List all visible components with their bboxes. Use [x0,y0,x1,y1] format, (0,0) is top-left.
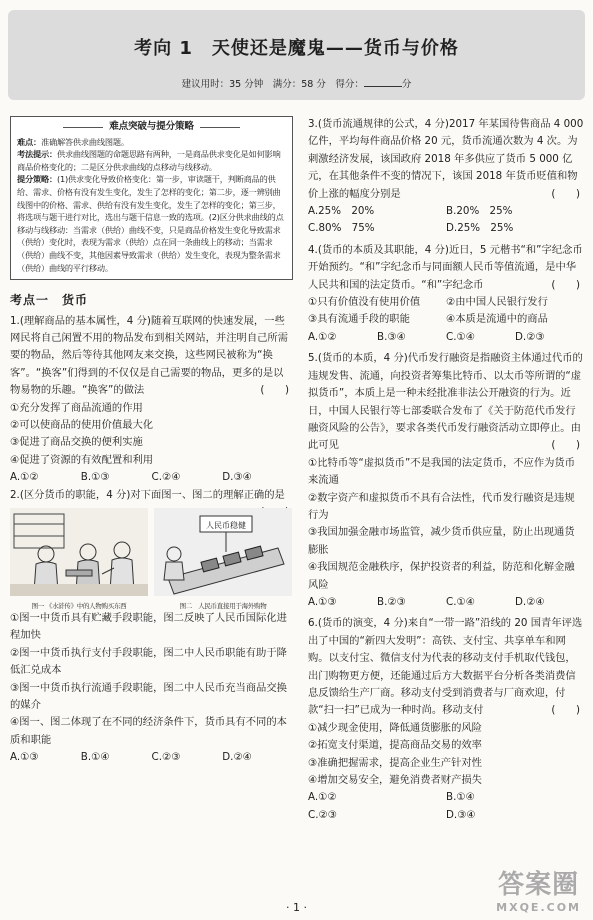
q5-option-3: ③我国加强金融市场监管，减少货币供应量，防止出现通货膨胀 [308,526,575,556]
q5-stem: 5.(货币的本质，4 分)代币发行融资是指融资主体通过代币的违规发售、流通，向投资者筹集比特币、以太币等所谓的“虚拟货币”，本质上是一种未经批准非法公开融资的行为。近日，中国人民银行等七部委联合发布了《关于防范代币发行融资风险的公告》，要求各类代币发行融资活动立即停止。由此可见 [308,352,583,452]
question-3 [308,116,584,238]
q2-option-4: ④图一、图二体现了在不同的经济条件下，货币具有不同的本质和职能 [10,716,287,746]
q4-choice-c: C.①④ [446,330,475,343]
q2-choice-d: D.②④ [222,751,252,764]
q6-option-1: ①减少现金使用，降低通货膨胀的风险 [308,721,482,734]
q5-choice-a: A.①③ [308,595,337,608]
q2-choice-c: C.②③ [151,751,181,764]
watermark-logo [496,864,581,914]
q4-options-row-2 [308,311,584,328]
q5-choice-d: D.②④ [515,595,545,608]
q5-choices [308,594,584,611]
q6-choice-b: B.①④ [446,791,475,804]
figure-2-sign-label: 人民币稳健 [206,521,246,530]
figure-2 [154,508,292,611]
q6-stem: 6.(货币的演变，4 分)来自“一带一路”沿线的 20 国青年评选出了中国的“新四大发明”：高铁、支付宝、共享单车和网购。以支付宝、微信支付为代表的移动支付手机取代钱包，出门购物更方便，还能通过后方大数据平台分析各类消费信息反馈给生产厂商。移动支付受到消费者与厂商欢迎，付款“扫一扫”已成为一种时尚。移动支付 [308,617,583,717]
chapter-title: 考向 1 天使还是魔鬼——货币与价格 [134,38,459,59]
q4-option-2: ②由中国人民银行发行 [446,296,548,309]
q1-choice-a: A.①② [10,471,39,484]
shopping-scene-illustration [10,508,148,596]
figure-2-caption: 图二 人民币直接用于海外购物 [179,602,267,611]
left-column [10,116,293,767]
q2-choices [10,749,293,766]
q2-stem: 2.(区分货币的职能，4 分)对下面图一、图二的理解正确的是 [10,488,285,501]
question-1 [10,313,293,487]
q6-choice-c: C.②③ [308,808,337,821]
q4-option-1: ①只有价值没有使用价值 [308,296,421,309]
method-label: 考法提示： [17,149,57,160]
q6-option-2: ②拓宽支付渠道，提高商品交易的效率 [308,739,482,752]
knowledge-point-title: 考点一 货币 [10,293,89,308]
q5-option-2: ②数字资产和虚拟货币不具有合法性，代币发行融资是违规行为 [308,491,575,521]
q5-choice-c: C.①④ [446,595,475,608]
difficulty-text: 准确解答供求曲线图题。 [40,136,129,147]
question-6 [308,615,584,824]
difficulty-label: 难点： [17,136,41,147]
q2-option-3: ③图一中货币执行流通手段职能，图二中人民币充当商品交换的媒介 [10,681,287,712]
strategy-box [10,116,293,280]
q6-choices-row-1 [308,789,584,806]
method-text: 供求曲线图题的命题思路有两种，一是商品供求变化是如何影响商品价格变化的；二是区分供求曲线的点移动与线移动。 [17,149,281,172]
q2-choice-a: A.①③ [10,751,39,764]
right-column [308,116,584,824]
q4-answer-blank: ( ) [551,278,580,291]
q1-option-4: ④促进了资源的有效配置和利用 [10,453,154,466]
q4-options-row-1 [308,294,584,311]
question-4 [308,242,584,346]
q1-choice-d: D.③④ [222,471,252,484]
q1-option-1: ①充分发挥了商品流通的作用 [10,401,143,414]
watermark-sub: MXQE.COM [496,901,581,914]
chapter-header [8,10,585,100]
q4-option-4: ④本质是流通中的商品 [446,313,548,326]
info-tail: 分 [401,79,412,90]
q3-choice-b: B.20% 25% [446,205,513,218]
q3-choice-c: C.80% 75% [308,222,375,235]
page-number: · 1 · [286,901,307,914]
q4-choice-a: A.①② [308,330,337,343]
tips-label: 提分策略： [17,174,57,185]
q1-choice-c: C.②④ [151,471,181,484]
strategy-title: 难点突破与提分策略 [109,121,194,132]
q6-choices-row-2 [308,807,584,824]
q1-answer-blank: ( ) [260,384,289,397]
q4-choice-d: D.②③ [515,330,545,343]
q6-option-3: ③准确把握需求，提高企业生产针对性 [308,756,482,769]
q3-stem: 3.(货币流通规律的公式，4 分)2017 年某国待售商品 4 000 亿件，平均每件商品价格 20 元，货币流通次数为 4 次。为刺激经济发展，该国政府 2018 年多供应了货币 5 000 亿元，在其他条件不变的情况下，该国 2018 年货币贬值和物价上涨的幅度分别是 [308,118,584,200]
score-blank [364,86,402,87]
q4-stem: 4.(货币的本质及其职能，4 分)近日，5 元楷书“和”字纪念币开始预约。“和”字纪念币与同面额人民币等值流通，是中华人民共和国的法定货币。“和”字纪念币 [308,243,583,291]
q3-choices-row-2 [308,220,584,237]
q2-figures [10,508,267,611]
q2-option-1: ①图一中货币具有贮藏手段职能，图二反映了人民币国际化进程加快 [10,612,287,642]
q5-option-1: ①比特币等“虚拟货币”不是我国的法定货币，不应作为货币来流通 [308,456,576,487]
q1-choices [10,469,293,486]
watermark-main: 答案圈 [498,870,580,900]
q4-option-3: ③具有流通手段的职能 [308,313,410,326]
q2-choice-b: B.①④ [80,751,110,764]
rmb-shopping-illustration [154,508,292,596]
info-text: 建议用时：35 分钟 满分：58 分 得分： [181,79,364,90]
q5-answer-blank: ( ) [551,439,580,452]
q6-choice-a: A.①② [308,791,337,804]
q1-stem: 1.(理解商品的基本属性，4 分)随着互联网的快速发展，一些网民将自己闲置不用的物品发布到相关网站，并注明自己所需要的物品，然后等待其他网友来交换，这些网民被称为“换客”。“换客”们得到的不仅仅是自己需要的物品，更多的是以物易物的乐趣。“换客”的做法 [10,314,289,397]
figure-1-caption: 图一 《水浒传》中的人物购买东西 [31,602,127,611]
q5-option-4: ④我国规范金融秩序，保护投资者的利益，防范和化解金融风险 [308,561,575,591]
q3-choice-a: A.25% 20% [308,205,375,218]
q6-answer-blank: ( ) [551,704,580,717]
tips-text: (1)供求变化导致价格变化：第一步，审读题干，判断商品的供给、需求、价格有没有发生变化，发生了怎样的变化；第二步，逐一辨别曲线图中的价格、需求、供给有没有发生变化，发生了怎样的变化；第三步，将选项与题干进行对比，选出与题干信息一致的选项。(2)区分供求曲线的点移动与线移动：当需求（供给）曲线不变，只是商品价格发生变化导致需求（供给）变化时，表现为需求（供给）点在同一条曲线上的移动；当需求（供给）曲线不变，其他因素导致需求（供给）发生变化，表现为整条需求（供给）曲线的平行移动。 [17,174,284,273]
question-2 [10,487,293,767]
question-5 [308,350,584,611]
q2-option-2: ②图一中货币执行支付手段职能，图二中人民币职能有助于降低汇兑成本 [10,646,287,677]
q1-choice-b: B.①③ [80,471,110,484]
q6-choice-d: D.③④ [446,808,476,821]
q1-option-3: ③促进了商品交换的便利实施 [10,436,143,449]
time-score-info [8,76,585,90]
q4-choice-b: B.③④ [377,330,406,343]
q3-choice-d: D.25% 25% [446,222,514,235]
q5-choice-b: B.②③ [377,595,406,608]
figure-1 [10,508,148,611]
q4-choices [308,329,584,346]
q3-choices-row-1 [308,203,584,220]
q3-answer-blank: ( ) [551,187,580,200]
q1-option-2: ②可以使商品的使用价值最大化 [10,418,154,431]
q6-option-4: ④增加交易安全，避免消费者财产损失 [308,774,482,787]
